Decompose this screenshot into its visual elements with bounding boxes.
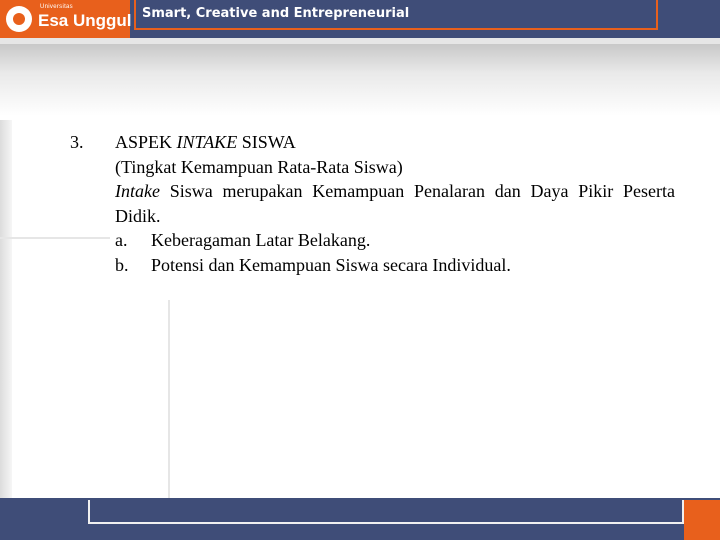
item-heading (115, 130, 675, 155)
top-gradient-band (0, 44, 720, 116)
footer-frame (88, 500, 684, 524)
sub-item-letter: b. (115, 254, 129, 275)
slide-content (70, 130, 675, 277)
logo-emblem-icon (6, 6, 32, 32)
left-decor-strip (0, 120, 12, 500)
heading-part3: SISWA (237, 132, 296, 152)
heading-italic: INTAKE (176, 132, 238, 152)
desc-rest: Siswa merupakan Kemampuan Penalaran dan Daya Pikir Peserta Didik. (115, 181, 675, 226)
footer-accent (684, 500, 720, 540)
sub-item-letter: a. (115, 230, 128, 250)
tagline: Smart, Creative and Entrepreneurial (142, 6, 410, 21)
item-body (115, 130, 675, 277)
sub-item-text: Keberagaman Latar Belakang. (151, 230, 371, 250)
item-subtitle: (Tingkat Kemampuan Rata-Rata Siswa) (115, 156, 403, 177)
decor-vertical-line (168, 300, 170, 500)
sub-item (115, 228, 675, 253)
item-number: 3. (70, 132, 84, 152)
logo-name: Esa Unggul (38, 11, 132, 30)
heading-part1: ASPEK (115, 132, 177, 152)
sub-item (115, 253, 675, 278)
sub-item-text: Potensi dan Kemampuan Siswa secara Individual. (151, 254, 511, 275)
desc-italic: Intake (115, 181, 160, 201)
item-description (115, 179, 675, 228)
university-logo (0, 0, 130, 38)
list-item (70, 130, 675, 277)
logo-small-text: Universitas (40, 4, 73, 10)
